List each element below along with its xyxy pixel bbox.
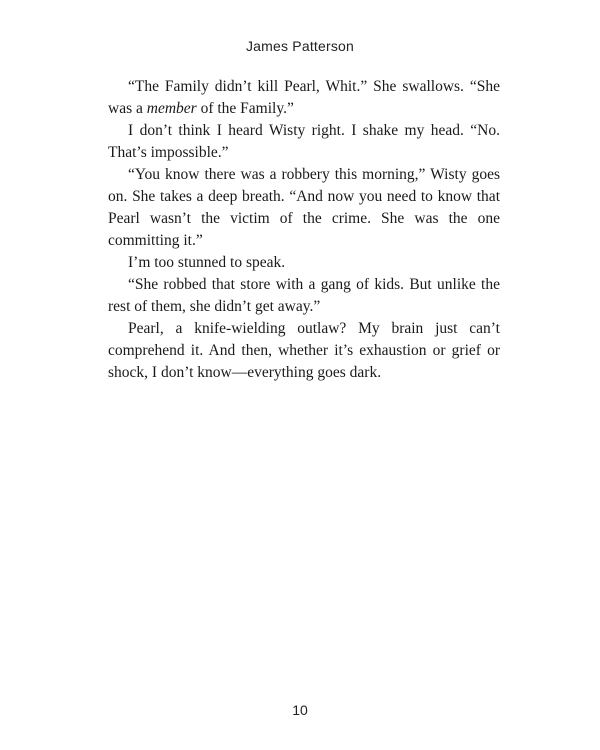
paragraph-text: of the Family.” <box>196 100 294 117</box>
body-text <box>108 76 500 384</box>
paragraph <box>108 164 500 252</box>
paragraph-text: Pearl, a knife-wielding outlaw? My brain just can’t comprehend it. And then, whether it’s exhaustion or grief or shock, I don’t know—everything goes dark. <box>108 320 500 381</box>
paragraph-text: I don’t think I heard Wisty right. I shake my head. “No. That’s impossible.” <box>108 122 500 161</box>
paragraph <box>108 274 500 318</box>
emphasis-text: member <box>146 100 197 117</box>
paragraph <box>108 120 500 164</box>
paragraph <box>108 76 500 120</box>
paragraph-text: “The Family didn’t kill Pearl, Whit.” She swallows. “She was a <box>108 78 500 117</box>
paragraph-text: “You know there was a robbery this morning,” Wisty goes on. She takes a deep breath. “And now you need to know that Pearl wasn’t the victim of the crime. She was the one committing it.” <box>108 166 500 249</box>
paragraph <box>108 252 500 274</box>
paragraph-text: I’m too stunned to speak. <box>128 254 286 271</box>
page-number: 10 <box>292 702 308 718</box>
paragraph <box>108 318 500 384</box>
running-head: James Patterson <box>245 38 355 54</box>
paragraph-text: “She robbed that store with a gang of kids. But unlike the rest of them, she didn’t get away.” <box>108 276 500 315</box>
